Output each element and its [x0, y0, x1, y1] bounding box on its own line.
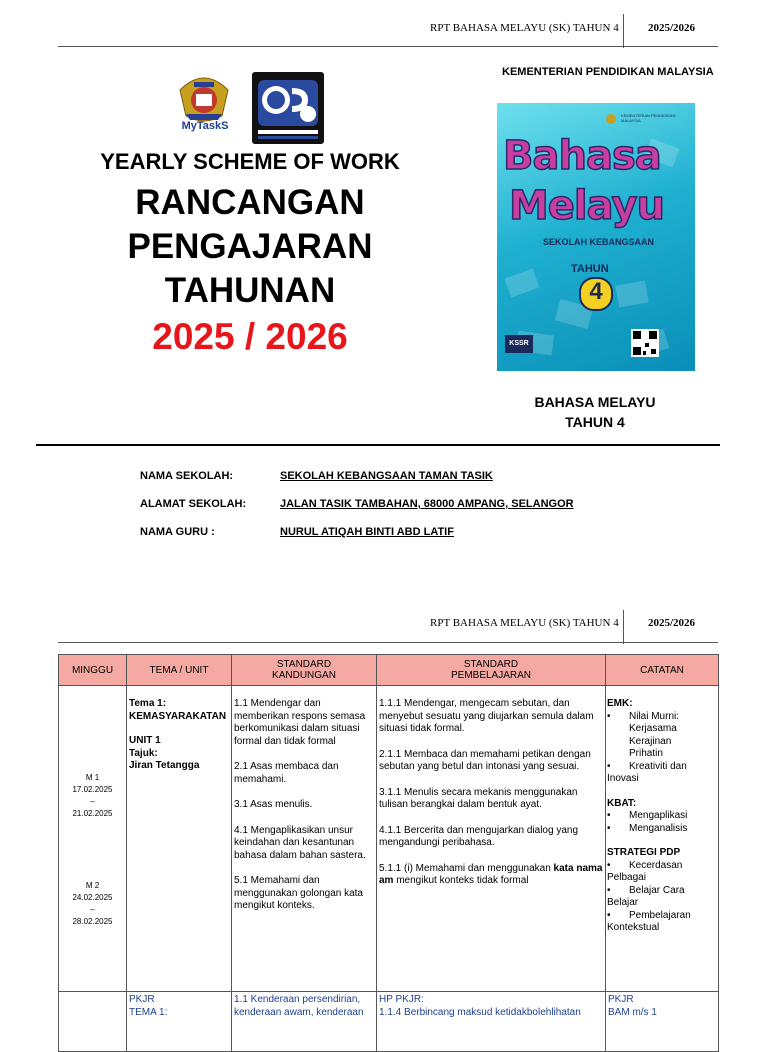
th-minggu: MINGGU [59, 655, 127, 686]
pkjr-sp-label: HP PKJR: [379, 994, 424, 1005]
cell-minggu [59, 686, 127, 992]
unit-label: UNIT 1 [129, 735, 161, 746]
tema-label: Tema 1: [129, 698, 167, 709]
address-label: ALAMAT SEKOLAH: [140, 498, 247, 510]
book-grade-number: 4 [589, 278, 603, 305]
week-2-start: 24.02.2025 [72, 893, 113, 902]
sp-item: 1.1.1 Mendengar, mengecam sebutan, dan menyebut sesuatu yang diujarkan semula dalam situasi tidak formal. [379, 698, 594, 734]
kbat-label: KBAT: [607, 797, 637, 809]
address-value: JALAN TASIK TAMBAHAN, 68000 AMPANG, SELANGOR [280, 498, 574, 510]
th-standard-kandungan [232, 655, 377, 686]
week-1-start: 17.02.2025 [72, 785, 113, 794]
title-year: 2025 / 2026 [152, 316, 348, 357]
subject-line1: BAHASA MELAYU [534, 394, 656, 410]
week-1-dash: – [90, 797, 95, 806]
teacher-label: NAMA GURU : [140, 526, 215, 538]
title-yearly-scheme: YEARLY SCHEME OF WORK [100, 149, 400, 174]
pkjr-label: PKJR [129, 994, 155, 1005]
section-divider [36, 444, 720, 446]
strategi-label: STRATEGI PDP [607, 847, 681, 858]
book-grade-label: TAHUN [571, 263, 609, 275]
pkjr-tema: TEMA 1: [129, 1006, 168, 1018]
emk-sub: Kerajinan [629, 735, 672, 747]
header2-divider [623, 610, 624, 644]
sp5-bold: kata nama am [379, 862, 603, 886]
kbat-item: • Mengaplikasi [607, 810, 688, 821]
book-publisher: KEMENTERIAN PENDIDIKAN MALAYSIA [621, 113, 676, 123]
cell-minggu [59, 992, 127, 1052]
sp-item: 4.1.1 Bercerita dan mengujarkan dialog yang mengandungi peribahasa. [379, 824, 579, 848]
table-row [59, 992, 719, 1052]
header2-title: RPT BAHASA MELAYU (SK) TAHUN 4 [430, 617, 619, 629]
sp-item: 2.1.1 Membaca dan memahami petikan dengan sebutan yang betul dan intonasi yang sesuai. [379, 748, 591, 772]
week-2-label: M 2 [85, 881, 100, 890]
tajuk-name: Jiran Tetangga [129, 760, 200, 771]
tajuk-label: Tajuk: [129, 747, 158, 759]
emk-label: EMK: [607, 698, 633, 709]
title-rancangan: RANCANGAN [135, 183, 365, 222]
pkjr-sk: 1.1 Kenderaan persendirian, kenderaan awam, kenderaan [234, 994, 364, 1018]
week-1-end: 21.02.2025 [72, 809, 113, 818]
teacher-value: NURUL ATIQAH BINTI ABD LATIF [280, 526, 454, 538]
cell-standard-pembelajaran [377, 686, 606, 992]
bullet-icon: • [607, 760, 611, 772]
header-year: 2025/2026 [648, 22, 696, 34]
bullet-icon: • [607, 909, 611, 921]
emk-sub: Prihatin [629, 748, 663, 759]
strategi-item: • Pembelajaran [607, 909, 691, 921]
header-title: RPT BAHASA MELAYU (SK) TAHUN 4 [430, 22, 619, 34]
bullet-icon: • [607, 859, 611, 871]
book-cover [497, 103, 695, 371]
book-title-1: Bahasa [503, 133, 661, 179]
emk-continuation: Inovasi [607, 773, 639, 784]
header2-year: 2025/2026 [648, 617, 696, 629]
strategi-item: • Belajar Cara [607, 884, 685, 896]
book-title-2: Melayu [509, 183, 664, 229]
pkjr-sp: 1.1.4 Berbincang maksud ketidakbolehlihatan [379, 1006, 581, 1018]
th-sk-line2: KANDUNGAN [272, 670, 336, 681]
pkjr-cat-label: PKJR [608, 994, 634, 1005]
header2-rule [58, 642, 718, 643]
sp-item-5 [379, 863, 603, 888]
table-row [59, 686, 719, 992]
title-tahunan: TAHUNAN [164, 271, 336, 310]
bullet-icon: • [607, 710, 611, 722]
rpt-table [58, 654, 719, 1052]
sk-item: 3.1 Asas menulis. [234, 799, 313, 810]
header-rule [58, 46, 718, 47]
th-tema: TEMA / UNIT [127, 655, 232, 686]
book-kssr-badge: KSSR [505, 335, 533, 353]
week-2-end: 28.02.2025 [72, 917, 113, 926]
th-standard-pembelajaran [377, 655, 606, 686]
cell-tema [127, 686, 232, 992]
strategi-continuation: Pelbagai [607, 872, 646, 883]
emk-item: • Nilai Murni: [607, 710, 680, 722]
strategi-continuation: Kontekstual [607, 922, 660, 933]
th-sp-line2: PEMBELAJARAN [450, 670, 532, 681]
bullet-icon: • [607, 822, 611, 834]
subject-line2: TAHUN 4 [565, 414, 625, 430]
title-pengajaran: PENGAJARAN [127, 227, 373, 266]
sk-item: 2.1 Asas membaca dan memahami. [234, 761, 339, 785]
th-catatan: CATATAN [606, 655, 719, 686]
cell-standard-pembelajaran [377, 992, 606, 1052]
bullet-icon: • [607, 884, 611, 896]
table-header-row [59, 655, 719, 686]
mytasks-logo-text: MyTaskS [181, 120, 229, 132]
sp5-pre: 5.1.1 (i) Memahami dan menggunakan [379, 862, 554, 874]
emk-item: • Kreativiti dan [607, 760, 687, 772]
kbat-item: • Menganalisis [607, 822, 688, 834]
strategi-continuation: Belajar [607, 897, 639, 908]
sk-item: 1.1 Mendengar dan memberikan respons semasa berkomunikasi dalam situasi formal dan tidak formal [234, 698, 366, 747]
week-2-dash: – [90, 905, 95, 914]
school-label: NAMA SEKOLAH: [140, 470, 234, 482]
cell-standard-kandungan [232, 992, 377, 1052]
mytasks-logo [172, 70, 236, 136]
week-1-label: M 1 [85, 773, 100, 782]
ministry-name: KEMENTERIAN PENDIDIKAN MALAYSIA [502, 66, 714, 78]
strategi-item: • Kecerdasan [607, 859, 683, 871]
cell-standard-kandungan [232, 686, 377, 992]
cell-catatan [606, 686, 719, 992]
th-sk-line1: STANDARD [276, 659, 332, 670]
pkjr-cat-ref: BAM m/s 1 [608, 1006, 657, 1018]
sp5-post: mengikut konteks tidak formal [393, 875, 529, 886]
emk-sub: Kerjasama [629, 723, 677, 734]
header-divider [623, 14, 624, 48]
th-sp-line1: STANDARD [463, 659, 519, 670]
book-subtitle: SEKOLAH KEBANGSAAN [543, 237, 655, 247]
cell-tema [127, 992, 232, 1052]
sp-item: 3.1.1 Menulis secara mekanis menggunakan tulisan berangkai dalam bentuk ayat. [379, 786, 578, 810]
school-value: SEKOLAH KEBANGSAAN TAMAN TASIK [280, 470, 493, 482]
cell-catatan [606, 992, 719, 1052]
bullet-icon: • [607, 810, 611, 821]
sk-item: 5.1 Memahami dan menggunakan golongan kata mengikut konteks. [234, 875, 363, 911]
sk-item: 4.1 Mengaplikasikan unsur keindahan dan kesantunan bahasa dalam bahan sastera. [234, 824, 366, 861]
tema-name: KEMASYARAKATAN [129, 710, 227, 722]
ministry-25-logo [252, 72, 324, 144]
